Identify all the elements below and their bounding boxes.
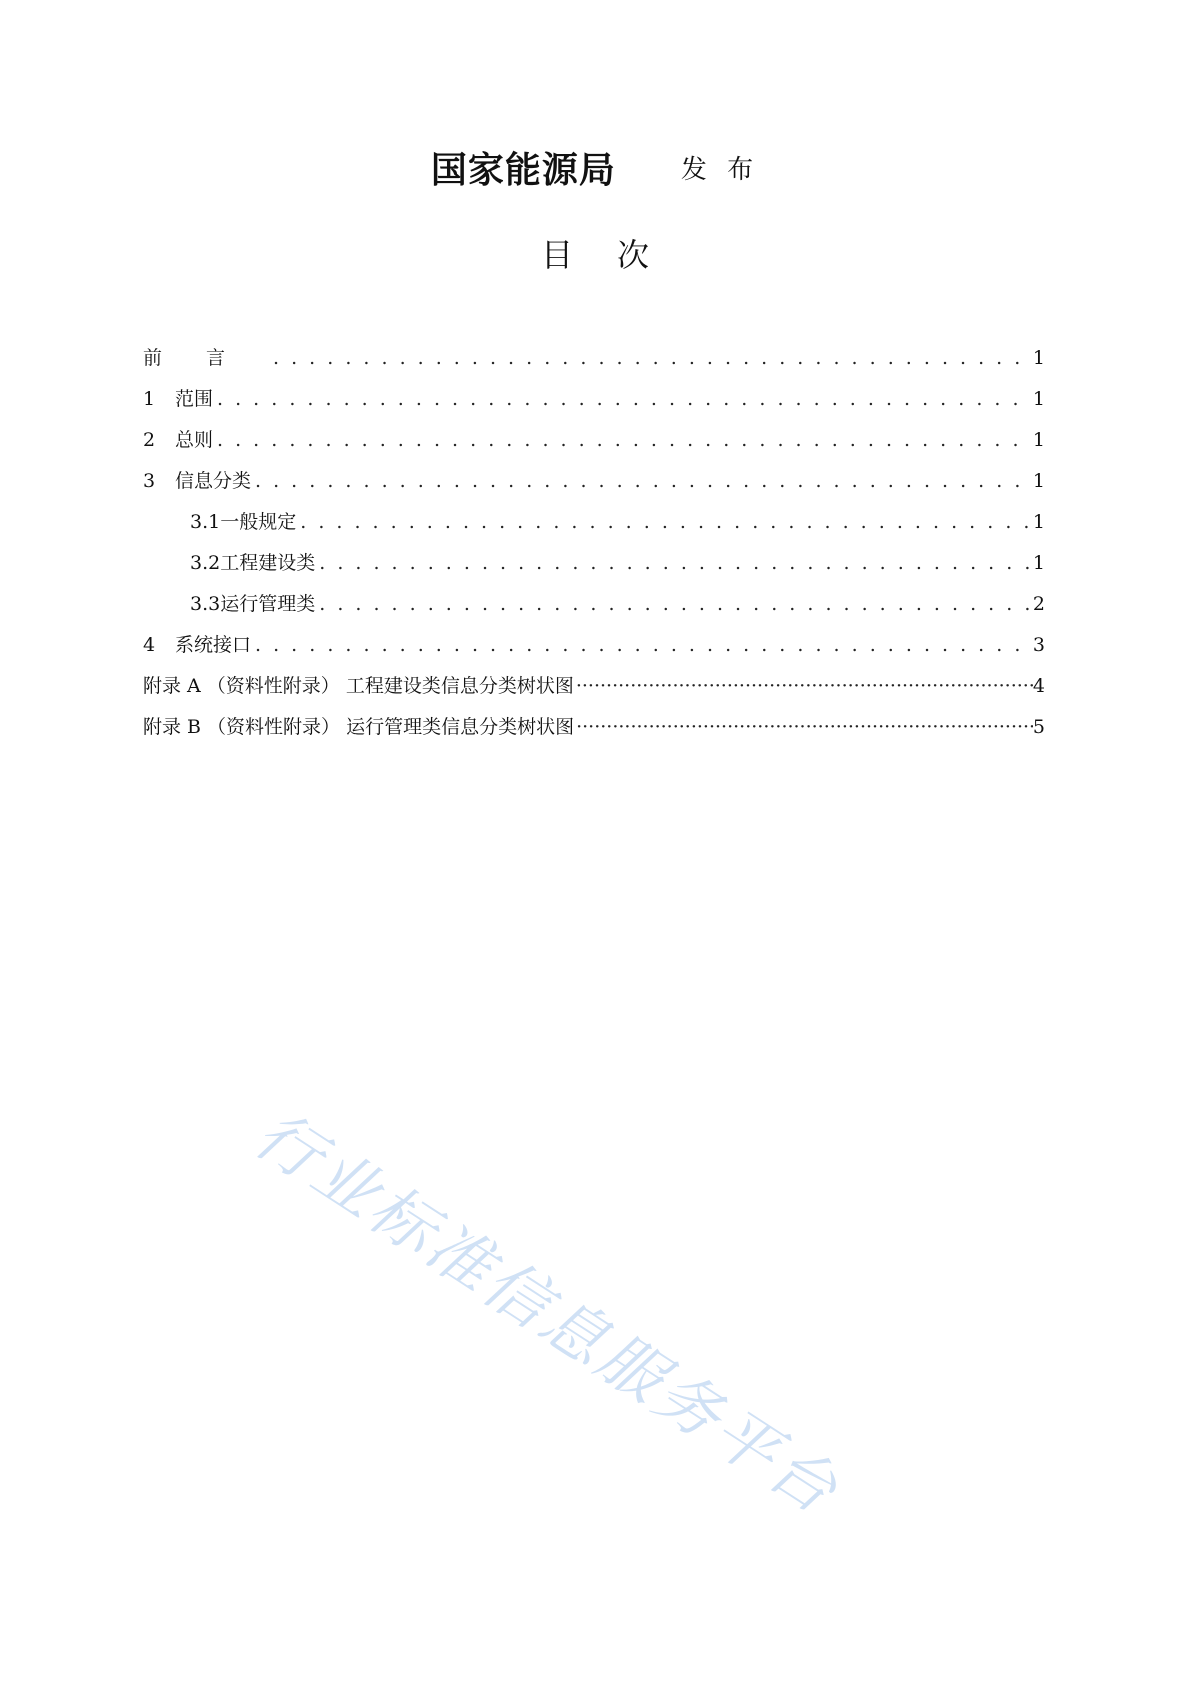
toc-entry-construction[interactable]	[143, 548, 1045, 589]
toc-entry-label: 总则	[175, 429, 214, 451]
toc-page-number: 1	[1032, 347, 1045, 369]
toc-entry-operation[interactable]	[143, 589, 1045, 630]
toc-entry-label: 附录 A （资料性附录） 工程建设类信息分类树状图	[143, 675, 574, 697]
toc-entry-label: 系统接口	[175, 634, 252, 656]
toc-entry-general-rules[interactable]	[143, 507, 1045, 548]
table-of-contents	[143, 343, 1045, 753]
toc-page-number: 1	[1032, 470, 1045, 492]
toc-leader	[576, 716, 1033, 738]
toc-entry-number: 3.2	[190, 552, 221, 574]
toc-entry-number: 2	[143, 429, 156, 451]
toc-leader	[300, 511, 1029, 533]
toc-leader	[319, 593, 1029, 615]
publish-label: 发 布	[680, 155, 760, 185]
toc-entry-foreword[interactable]	[143, 343, 1045, 384]
toc-leader	[217, 429, 1029, 451]
toc-page-number: 1	[1032, 552, 1045, 574]
toc-leader	[217, 388, 1029, 410]
publisher-line	[0, 142, 1190, 193]
toc-entry-label: 范围	[175, 388, 214, 410]
toc-entry-number: 1	[143, 388, 156, 410]
toc-page-number: 3	[1032, 634, 1045, 656]
toc-entry-general[interactable]	[143, 425, 1045, 466]
toc-page-number: 4	[1032, 675, 1045, 697]
toc-page-number: 1	[1032, 429, 1045, 451]
toc-entry-label: 一般规定	[220, 511, 297, 533]
toc-entry-label: 前言	[143, 347, 270, 369]
toc-entry-number: 3.3	[190, 593, 221, 615]
toc-leader	[273, 347, 1029, 369]
toc-entry-number: 4	[143, 634, 156, 656]
toc-leader	[319, 552, 1029, 574]
toc-page-number: 1	[1032, 511, 1045, 533]
toc-leader	[255, 634, 1029, 656]
toc-leader	[255, 470, 1029, 492]
toc-entry-number: 3	[143, 470, 156, 492]
toc-entry-classification[interactable]	[143, 466, 1045, 507]
toc-entry-scope[interactable]	[143, 384, 1045, 425]
toc-entry-appendix-b[interactable]	[143, 712, 1045, 753]
toc-title: 目次	[540, 236, 693, 274]
toc-entry-number: 3.1	[190, 511, 221, 533]
toc-entry-label: 运行管理类	[220, 593, 316, 615]
toc-page-number: 1	[1032, 388, 1045, 410]
toc-entry-label: 附录 B （资料性附录） 运行管理类信息分类树状图	[143, 716, 575, 738]
toc-entry-interface[interactable]	[143, 630, 1045, 671]
publisher-name: 国家能源局	[430, 150, 616, 191]
toc-entry-label: 工程建设类	[220, 552, 316, 574]
toc-entry-label: 信息分类	[175, 470, 252, 492]
toc-leader	[576, 675, 1033, 697]
watermark: 行业标准信息服务平台	[241, 1097, 853, 1530]
toc-page-number: 5	[1032, 716, 1045, 738]
toc-entry-appendix-a[interactable]	[143, 671, 1045, 712]
toc-page-number: 2	[1032, 593, 1045, 615]
